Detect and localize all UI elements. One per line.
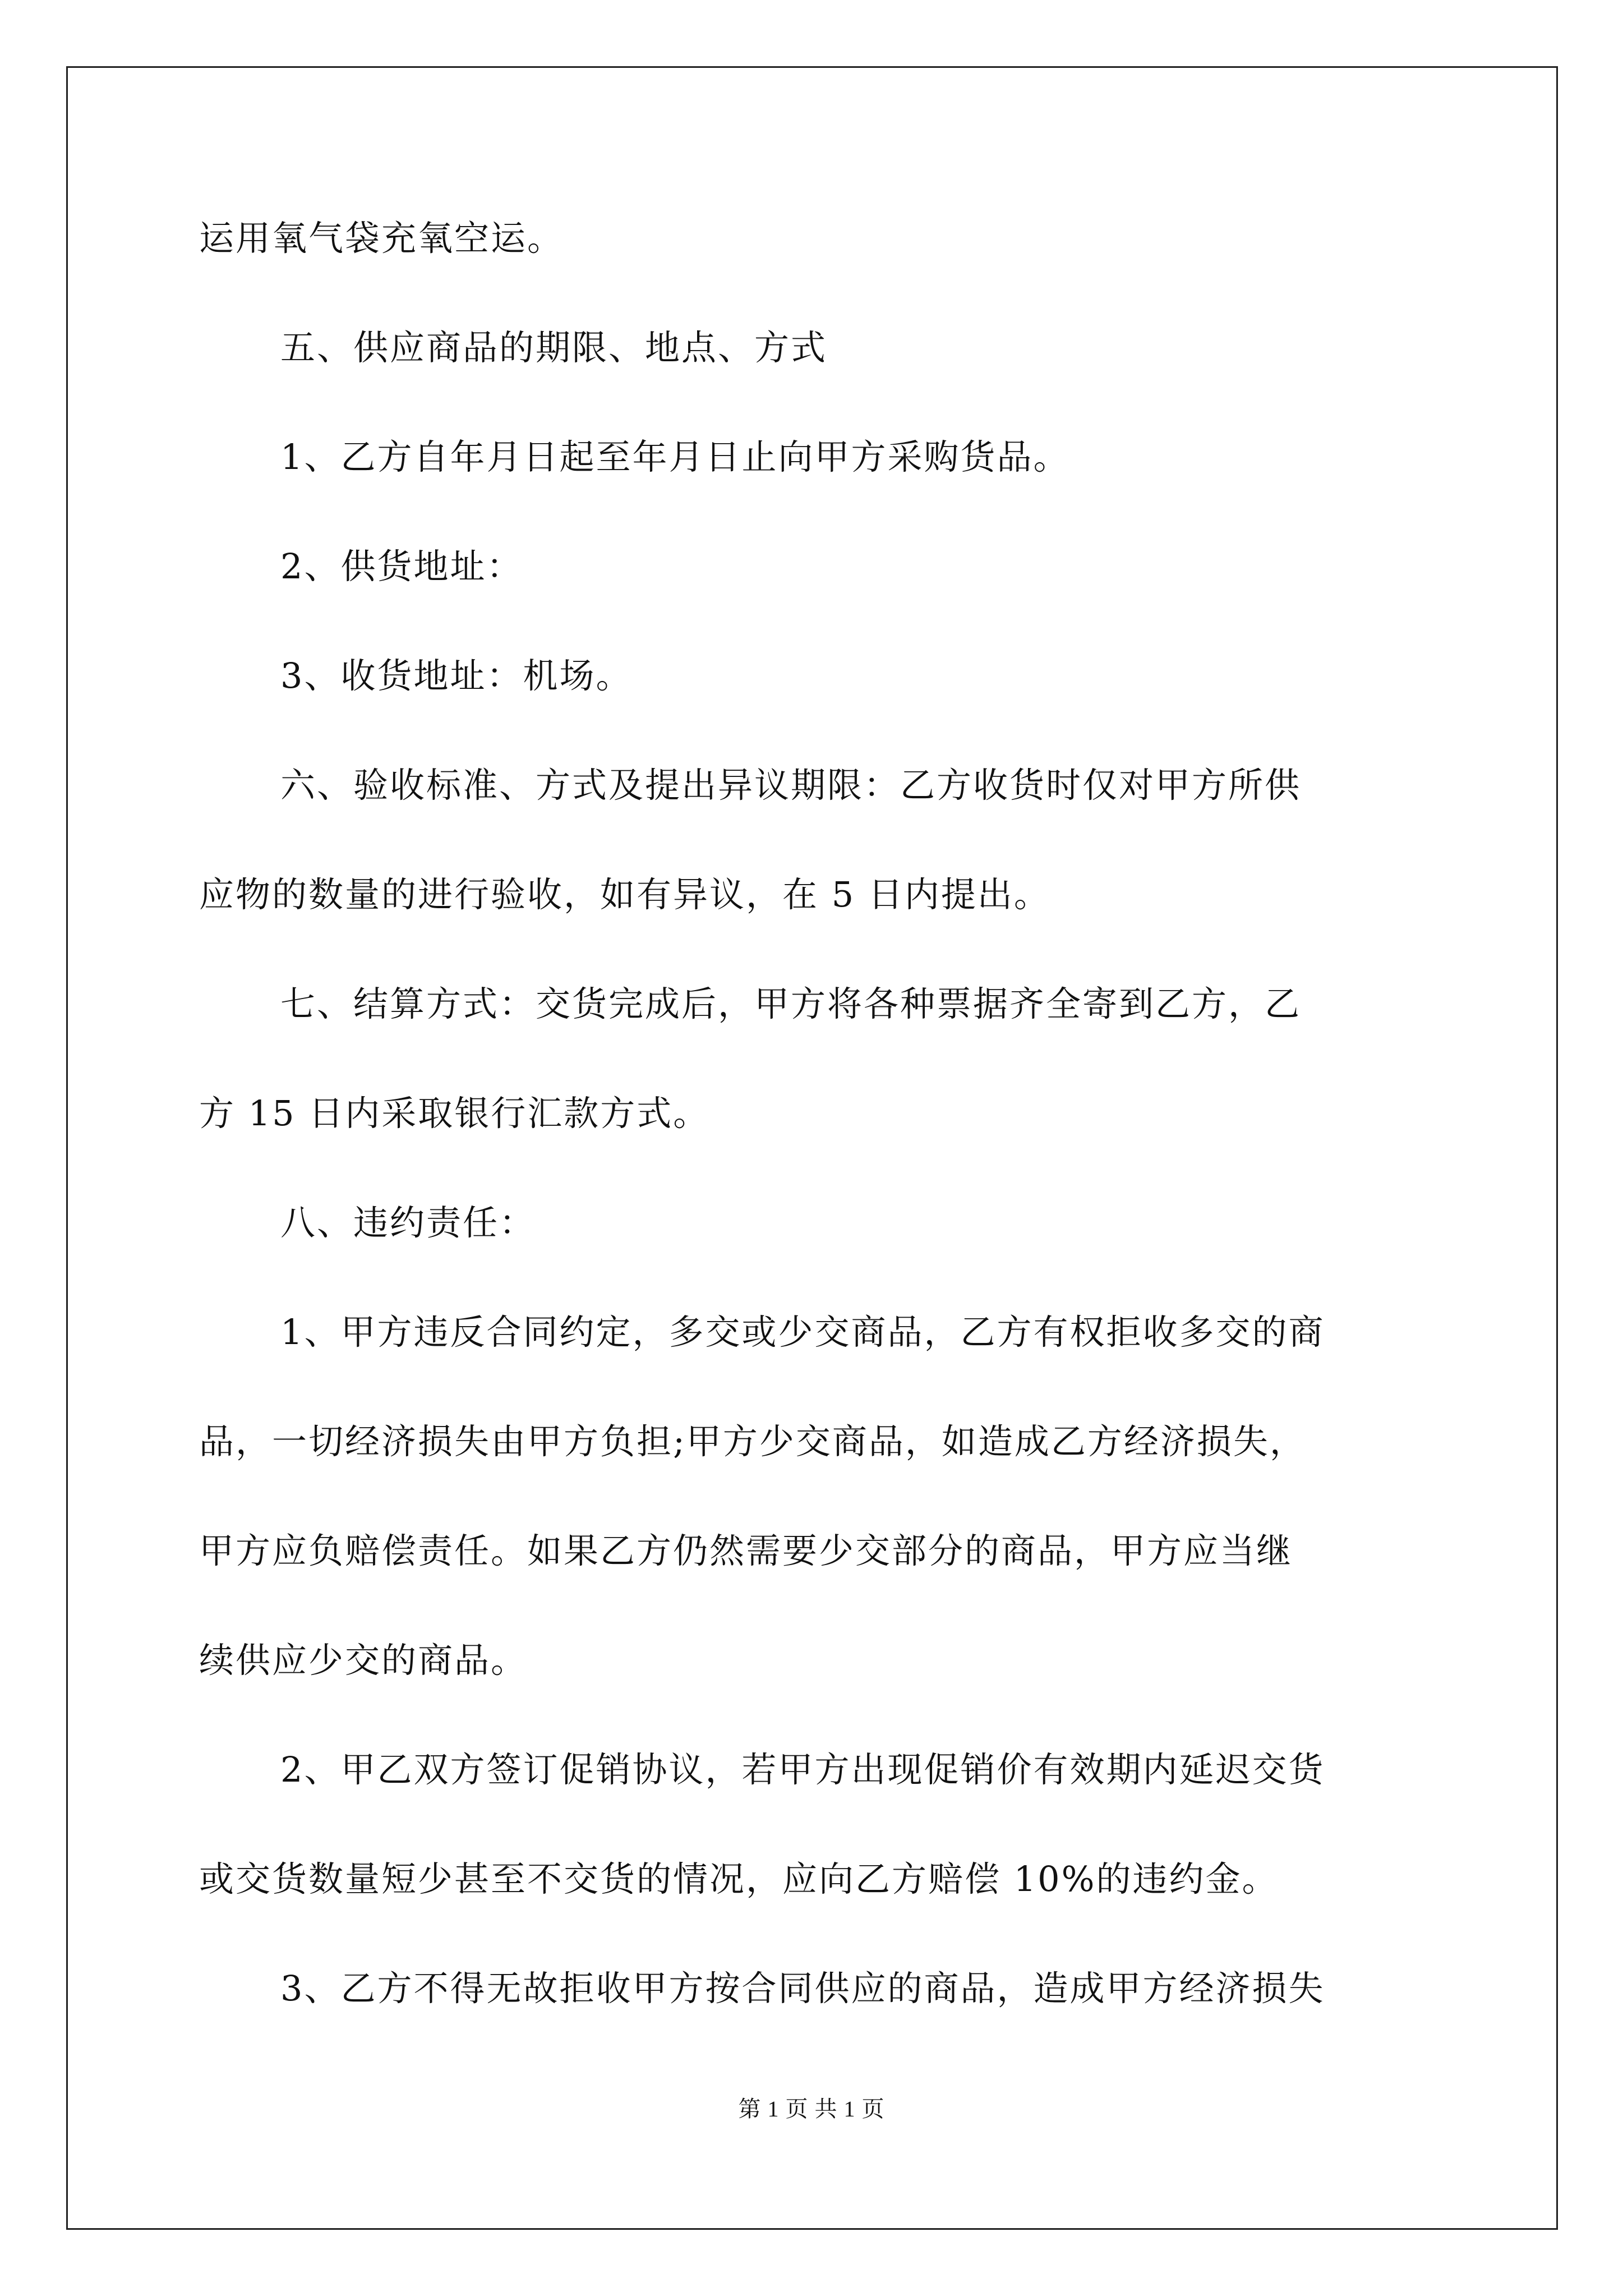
page-number-footer: 第 1 页 共 1 页 [738, 2096, 885, 2122]
section-heading: 八、违约责任： [280, 1202, 536, 1243]
text-line: 续供应少交的商品。 [199, 1640, 528, 1681]
section-heading: 五、供应商品的期限、地点、方式 [280, 327, 828, 368]
text-line: 1、乙方自年月日起至年月日止向甲方采购货品。 [280, 436, 1070, 477]
section-heading: 六、验收标准、方式及提出异议期限：乙方收货时仅对甲方所供 [280, 765, 1302, 806]
text-line: 2、供货地址： [280, 546, 523, 587]
text-line: 甲方应负赔偿责任。如果乙方仍然需要少交部分的商品，甲方应当继 [199, 1530, 1293, 1571]
text-line: 1、甲方违反合同约定，多交或少交商品，乙方有权拒收多交的商 [280, 1312, 1325, 1352]
text-line: 或交货数量短少甚至不交货的情况，应向乙方赔偿 10%的违约金。 [199, 1858, 1279, 1899]
page-border [66, 66, 1558, 2230]
text-line: 应物的数量的进行验收，如有异议，在 5 日内提出。 [199, 874, 1050, 915]
text-line: 3、收货地址：机场。 [280, 655, 633, 696]
text-line: 品，一切经济损失由甲方负担;甲方少交商品，如造成乙方经济损失， [199, 1421, 1306, 1462]
text-line: 运用氧气袋充氧空运。 [199, 218, 564, 259]
section-heading: 七、结算方式：交货完成后，甲方将各种票据齐全寄到乙方，乙 [280, 983, 1302, 1024]
text-line: 方 15 日内采取银行汇款方式。 [199, 1093, 710, 1134]
text-line: 2、甲乙双方签订促销协议，若甲方出现促销价有效期内延迟交货 [280, 1749, 1325, 1790]
text-line: 3、乙方不得无故拒收甲方按合同供应的商品，造成甲方经济损失 [280, 1968, 1325, 2009]
